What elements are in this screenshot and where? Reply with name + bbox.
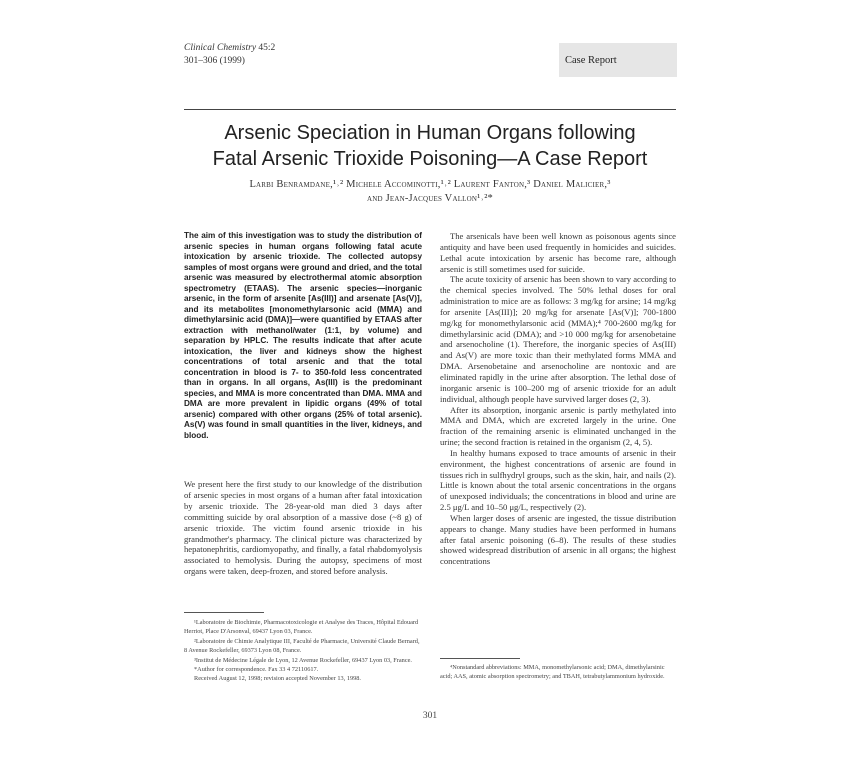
journal-name: Clinical Chemistry [184,43,257,53]
paragraph: After its absorption, inorganic arsenic is partly methylated into MMA and DMA, which are excreted largely in the urine. One fraction of the remaining arsenic is eliminated unchanged in the urine; the second fraction is retained in the organism (2, 4, 5). [440,404,676,448]
paragraph: The acute toxicity of arsenic has been shown to vary according to the chemical species involved. The 50% lethal doses for oral administration to mice are as follows: 3 mg/kg for arsine; 14 mg/kg for arsenite [As(III)]; 20 mg/kg for arsenate [As(V)]; 700-1800 mg/kg for monomethylarsonic acid (MMA);⁴ 700-2600 mg/kg for dimethylarsinic acid (DMA); and >10 000 mg/kg for arsenobetaine and arsenocholine (1). Therefore, the inorganic species of As(III) and As(V) are more toxic than their methylated forms MMA and DMA. Arsenobetaine and arsenocholine are nontoxic and are eliminated rapidly in the urine after absorption. The lethal dose of inorganic arsenic is 100–200 mg of arsenic trioxide for an adult individual, although people have survived larger doses (2, 3). [440,274,676,404]
author-list [184,178,676,206]
title-line-1: Arsenic Speciation in Human Organs following [224,122,636,144]
authors-line-1: Larbi Benramdane,¹˒² Michele Accominotti,¹˒² Laurent Fanton,³ Daniel Malicier,³ [249,179,611,190]
section-label: Case Report [565,54,617,66]
journal-citation [184,42,275,68]
footnote-1: ¹Laboratoire de Biochimie, Pharmacotoxicologie et Analyse des Traces, Hôpital Edouard Herriot, Place D'Arsonval, 69437 Lyon 03, France. [184,619,419,636]
footnote-abbrev: ⁴Nonstandard abbreviations: MMA, monomethylarsonic acid; DMA, dimethylarsinic acid; AAS, atomic absorption spectrometry; and TBAH, tetrabutylammonium hydroxide. [440,664,665,681]
article-title [184,120,676,172]
paragraph: The arsenicals have been well known as poisonous agents since antiquity and have been used frequently in homicides and suicides. Lethal acute intoxication by arsenic has become rare, although arsenic is still sometimes used for suicide. [440,231,676,274]
abbreviation-footnote [440,663,676,682]
volume-issue: 45:2 [258,43,276,53]
affiliation-footnotes [184,618,422,684]
abstract: The aim of this investigation was to study the distribution of arsenic species in human organs following fatal acute intoxication by arsenic trioxide. The collected autopsy samples of most organs were ground and dried, and the total arsenic was measured by electrothermal atomic absorption spectrometry (ETAAS). The arsenic species—inorganic arsenic, in the form of arsenite [As(III)] and arsenate [As(V)], and its metabolites [monomethylarsonic acid (MMA) and dimethylarsinic acid (DMA)]—were quantified by ETAAS after extraction with methanol/water (1:1, by volume) and separation by HPLC. The results indicate that after acute intoxication, the liver and kidneys show the highest concentrations of total arsenic and that the total concentration in blood is 7- to 350-fold less concentrated than in organs. In all organs, As(III) is the predominant species, and MMA is more concentrated than DMA. MMA and DMA are more prevalent in lipidic organs (49% of total arsenic) compared with other organs (25% of total arsenic). As(V) was found in small quantities in the liver, kidneys, and blood. [184,231,422,440]
paragraph: When larger doses of arsenic are ingested, the tissue distribution appears to change. Many studies have been performed in humans after fatal arsenic poisoning (6–8). The results of these studies showed widespread distribution of arsenic in all organs; the highest concentrations [440,512,676,567]
footnote-5: Received August 12, 1998; revision accepted November 13, 1998. [194,675,362,683]
intro-paragraph: We present here the first study to our knowledge of the distribution of arsenic species in most organs of a human after fatal intoxication by arsenic trioxide. The 28-year-old man died 3 days after committing suicide by oral absorption of a massive dose (~8 g) of arsenic trioxide. The victim found arsenic trioxide in his grandmother's pharmacy. The clinical picture was characterized by hepatonephritis, cardiomyopathy, and finally, a fatal rhabdomyolysis associated to hemolysis. During the autopsy, specimens of most organs were taken, deep-frozen, and stored before analysis. [184,479,422,577]
authors-line-2: and Jean-Jacques Vallon¹˒²* [366,193,494,204]
footnote-2: ²Laboratoire de Chimie Analytique III, Faculté de Pharmacie, Université Claude Bernard, 8 Avenue Rockefeller, 69373 Lyon 08, France. [184,637,420,655]
footnote-rule-right [440,658,520,659]
section-label-box [559,43,677,77]
title-line-2: Fatal Arsenic Trioxide Poisoning—A Case Report [212,148,648,170]
top-rule [184,109,676,110]
page-number: 301 [422,711,438,721]
pages-year: 301–306 (1999) [184,56,245,66]
footnote-3: ³Institut de Médecine Légale de Lyon, 12 Avenue Rockefeller, 69437 Lyon 03, France. [194,656,412,664]
footnote-4: *Author for correspondence. Fax 33 4 72110617. [194,666,319,674]
paragraph: In healthy humans exposed to trace amounts of arsenic in their environment, the highest concentrations of arsenic are found in tissues rich in sulfhydryl groups, such as the skin, hair, and nails (2). Little is known about the total arsenic concentrations in the organs of unexposed individuals; the concentrations in blood and urine are 2.5 μg/L and 10–50 μg/L, respectively (2). [440,447,676,513]
footnote-rule [184,612,264,613]
right-column-text [440,231,676,567]
